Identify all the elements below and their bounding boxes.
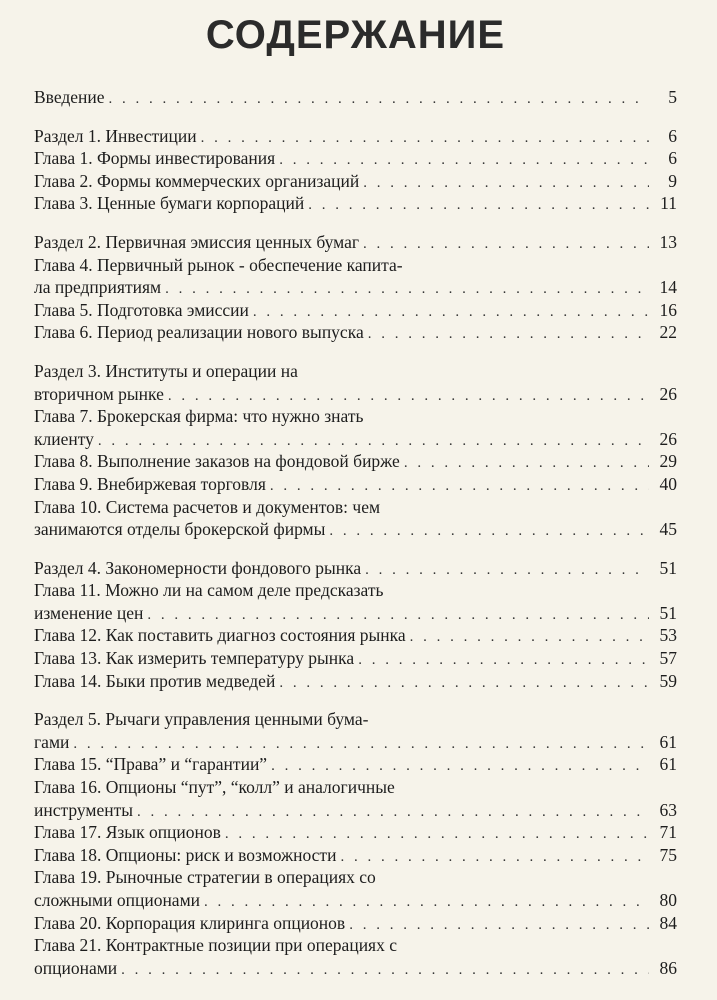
page-number: 40: [659, 473, 677, 494]
toc-entry: [34, 557, 677, 580]
toc-entry: [34, 254, 677, 299]
dot-leader: [253, 301, 649, 324]
toc-entry: [34, 647, 677, 670]
toc-line: [34, 557, 677, 580]
toc-entry-text: Глава 19. Рыночные стратегии в операциях со: [34, 867, 376, 888]
toc-line: [34, 821, 677, 844]
page-number: 61: [659, 754, 677, 775]
toc-entry-text: Глава 6. Период реализации нового выпуска: [34, 322, 364, 343]
page-number: 6: [668, 125, 677, 146]
toc-entry-text: вторичном рынке: [34, 383, 164, 404]
toc-entry-text: Раздел 1. Инвестиции: [34, 125, 197, 146]
toc-entry-text: Глава 17. Язык опционов: [34, 822, 221, 843]
dot-leader: [109, 88, 649, 111]
toc-entry-text: инструменты: [34, 799, 134, 820]
toc-entry-text: Глава 14. Быки против медведей: [34, 670, 276, 691]
toc-entry-text: Глава 9. Внебиржевая торговля: [34, 473, 266, 494]
toc-entry: [34, 405, 677, 450]
page-number: 86: [659, 957, 677, 978]
toc-line: [34, 125, 677, 148]
dot-leader: [329, 520, 649, 543]
dot-leader: [137, 801, 649, 824]
toc-entry: [34, 231, 677, 254]
toc-line: [34, 170, 677, 193]
page-number: 6: [668, 148, 677, 169]
toc-section: [34, 86, 677, 109]
toc-entry: [34, 912, 677, 935]
toc-entry-text: Раздел 3. Институты и операции на: [34, 360, 298, 381]
toc-entry: [34, 624, 677, 647]
dot-leader: [279, 672, 649, 695]
page-number: 13: [659, 231, 677, 252]
toc-entry-text: Глава 7. Брокерская фирма: что нужно знать: [34, 406, 364, 427]
toc-entry-text: Глава 4. Первичный рынок - обеспечение капита-: [34, 254, 403, 275]
toc-section: [34, 557, 677, 693]
page-number: 80: [659, 890, 677, 910]
dot-leader: [201, 127, 649, 150]
toc-line: [34, 844, 677, 867]
toc-entry-text: Глава 12. Как поставить диагноз состояния рынка: [34, 625, 406, 646]
toc-entry-text: Глава 16. Опционы “пут”, “колл” и аналогичные: [34, 777, 395, 798]
dot-leader: [410, 626, 649, 649]
dot-leader: [279, 149, 649, 172]
toc-entry: [34, 299, 677, 322]
dot-leader: [368, 323, 649, 346]
toc-line: [34, 450, 677, 473]
toc-section: [34, 360, 677, 541]
toc-entry: [34, 450, 677, 473]
toc-entry-text: Раздел 5. Рычаги управления ценными бума-: [34, 709, 369, 730]
dot-leader: [271, 755, 649, 778]
page-number: 26: [659, 428, 677, 449]
toc-entry: [34, 844, 677, 867]
page-number: 29: [659, 451, 677, 472]
table-of-contents: [34, 86, 677, 995]
toc-line: [34, 473, 677, 496]
toc-entry: [34, 708, 677, 753]
dot-leader: [365, 559, 649, 582]
toc-entry-text: опционами: [34, 957, 118, 978]
toc-entry: [34, 821, 677, 844]
page-number: 53: [659, 625, 677, 646]
toc-entry-text: Глава 21. Контрактные позиции при операциях с: [34, 935, 397, 956]
toc-section: [34, 708, 677, 979]
toc-entry-text: Введение: [34, 87, 105, 107]
toc-entry: [34, 776, 677, 821]
dot-leader: [225, 823, 649, 846]
toc-entry-text: Глава 3. Ценные бумаги корпораций: [34, 193, 305, 214]
toc-line: [34, 299, 677, 322]
toc-entry-text: Раздел 4. Закономерности фондового рынка: [34, 557, 362, 578]
dot-leader: [404, 452, 649, 475]
toc-entry: [34, 579, 677, 624]
toc-entry-text: Глава 10. Система расчетов и документов: чем: [34, 496, 381, 517]
dot-leader: [349, 914, 649, 937]
dot-leader: [363, 233, 649, 256]
dot-leader: [73, 733, 649, 756]
page-number: 63: [659, 799, 677, 820]
toc-line: [34, 518, 677, 541]
dot-leader: [121, 959, 649, 982]
dot-leader: [358, 649, 649, 672]
toc-line: [34, 383, 677, 406]
toc-entry: [34, 473, 677, 496]
dot-leader: [168, 385, 649, 408]
toc-line: [34, 276, 677, 299]
page-number: 16: [659, 299, 677, 320]
dot-leader: [204, 891, 649, 914]
page-number: 22: [659, 322, 677, 343]
page-title: СОДЕРЖАНИЕ: [205, 13, 506, 57]
page-number: 26: [659, 383, 677, 404]
toc-entry-text: изменение цен: [34, 602, 144, 623]
page-number: 59: [659, 670, 677, 691]
toc-entry: [34, 670, 677, 693]
toc-entry-text: Глава 20. Корпорация клиринга опционов: [34, 912, 346, 933]
toc-entry-text: гами: [34, 731, 70, 752]
toc-entry: [34, 753, 677, 776]
dot-leader: [308, 194, 649, 217]
toc-line: [34, 602, 677, 625]
toc-line: [34, 624, 677, 647]
toc-line: [34, 889, 677, 912]
toc-line: [34, 147, 677, 170]
toc-line: [34, 428, 677, 451]
dot-leader: [98, 430, 649, 453]
toc-entry-text: Раздел 2. Первичная эмиссия ценных бумаг: [34, 231, 360, 252]
toc-entry-text: Глава 1. Формы инвестирования: [34, 148, 276, 169]
toc-entry: [34, 496, 677, 541]
page-number: 51: [659, 557, 677, 578]
toc-entry: [34, 866, 677, 911]
toc-line: [34, 670, 677, 693]
toc-entry: [34, 360, 677, 405]
toc-entry: [34, 192, 677, 215]
toc-entry: [34, 147, 677, 170]
toc-entry-text: Глава 18. Опционы: риск и возможности: [34, 844, 337, 865]
toc-section: [34, 231, 677, 344]
page-number: 75: [659, 844, 677, 865]
page-number: 57: [659, 648, 677, 669]
toc-line: [34, 647, 677, 670]
toc-line: [34, 731, 677, 754]
toc-entry: [34, 934, 677, 979]
toc-entry: [34, 321, 677, 344]
toc-entry-text: занимаются отделы брокерской фирмы: [34, 519, 326, 540]
toc-entry-text: Глава 15. “Права” и “гарантии”: [34, 754, 268, 775]
toc-line: [34, 912, 677, 935]
toc-entry-text: Глава 2. Формы коммерческих организаций: [34, 170, 360, 191]
dot-leader: [340, 846, 649, 869]
page-number: 9: [668, 170, 677, 191]
page-number: 14: [659, 277, 677, 298]
dot-leader: [363, 172, 649, 195]
page-number: 61: [659, 731, 677, 752]
page-number: 84: [659, 912, 677, 933]
dot-leader: [147, 604, 649, 627]
toc-entry-text: Глава 5. Подготовка эмиссии: [34, 299, 249, 320]
toc-line: [34, 192, 677, 215]
toc-entry-text: клиенту: [34, 428, 94, 449]
toc-line: [34, 321, 677, 344]
toc-section: [34, 125, 677, 215]
toc-line: [34, 753, 677, 776]
dot-leader: [165, 278, 649, 301]
page-number: 45: [659, 519, 677, 540]
toc-entry-text: сложными опционами: [34, 890, 201, 910]
page-number: 71: [659, 822, 677, 843]
toc-entry: [34, 125, 677, 148]
toc-entry-text: Глава 11. Можно ли на самом деле предсказать: [34, 580, 384, 601]
page-number: 5: [668, 87, 677, 107]
toc-entry: [34, 86, 677, 109]
toc-entry-text: ла предприятиям: [34, 277, 162, 298]
toc-entry: [34, 170, 677, 193]
toc-line: [34, 957, 677, 980]
toc-entry-text: Глава 13. Как измерить температуру рынка: [34, 648, 355, 669]
toc-line: [34, 799, 677, 822]
toc-line: [34, 86, 677, 109]
page-number: 51: [659, 602, 677, 623]
page-number: 11: [660, 193, 677, 214]
toc-entry-text: Глава 8. Выполнение заказов на фондовой бирже: [34, 451, 400, 472]
toc-line: [34, 231, 677, 254]
dot-leader: [270, 475, 649, 498]
